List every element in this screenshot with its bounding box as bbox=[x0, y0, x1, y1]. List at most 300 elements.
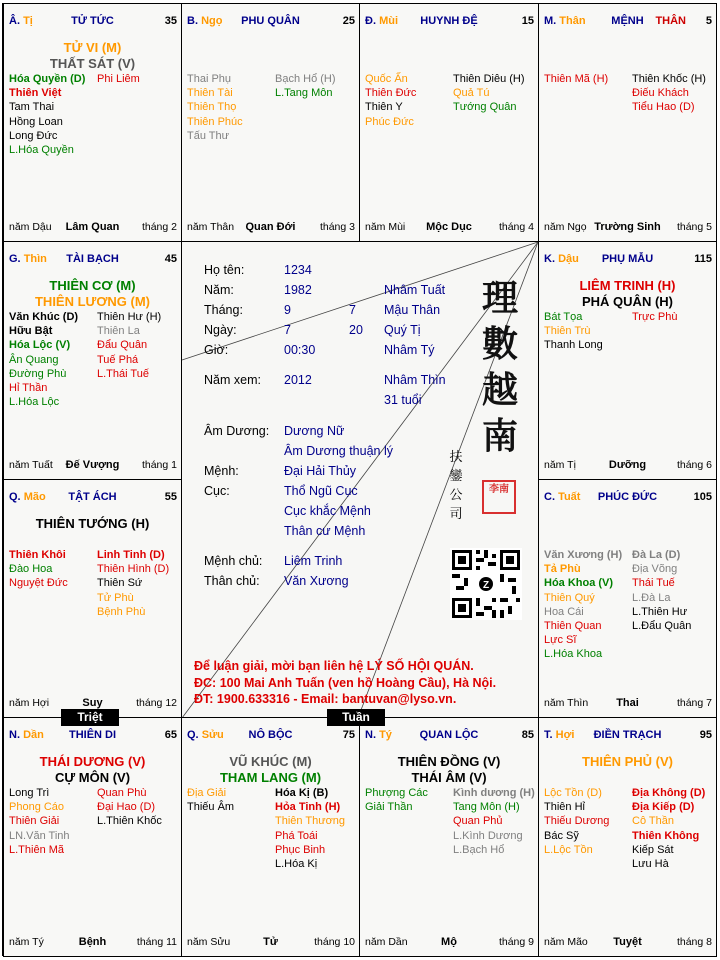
minor-star: Phúc Đức bbox=[365, 115, 414, 128]
minor-star: Thiên Quý bbox=[544, 591, 595, 604]
minor-star: Thiên Diêu (H) bbox=[453, 73, 525, 85]
minor-star: L.Hóa Quyền bbox=[9, 144, 74, 157]
minor-star: Thai Phụ bbox=[187, 73, 232, 85]
right-star-list bbox=[453, 786, 535, 857]
left-star-list bbox=[544, 548, 622, 662]
palace-cell-thin bbox=[3, 241, 182, 480]
branch-name: Thân bbox=[559, 15, 586, 27]
stem-code: N. bbox=[9, 729, 20, 741]
info-value: 1234 bbox=[284, 263, 312, 277]
minor-star: Thiếu Dương bbox=[544, 815, 610, 828]
palace-header bbox=[4, 480, 181, 502]
minor-star: L.Lộc Tồn bbox=[544, 843, 593, 856]
palace-header bbox=[539, 718, 716, 740]
palace-header bbox=[182, 4, 359, 26]
minor-star: Bác Sỹ bbox=[544, 829, 579, 842]
minor-star: Văn Khúc (D) bbox=[9, 311, 79, 323]
palace-footer bbox=[182, 936, 359, 950]
main-star: VŨ KHÚC (M) bbox=[229, 754, 312, 769]
minor-star: Hoa Cái bbox=[544, 605, 584, 618]
main-star: THIÊN ĐỒNG (V) bbox=[397, 754, 501, 769]
palace-age: 75 bbox=[342, 729, 355, 741]
palace-cell-than bbox=[538, 3, 717, 242]
branch-name: Tý bbox=[379, 729, 392, 741]
cuc-value: Thổ Ngũ Cục bbox=[284, 484, 358, 498]
palace-cell-tuat bbox=[538, 479, 717, 718]
right-star-list bbox=[97, 310, 161, 381]
minor-star: Tam Thai bbox=[9, 101, 55, 114]
stem-code: B. bbox=[187, 15, 198, 27]
than-chu-value: Văn Xương bbox=[284, 574, 349, 588]
minor-star: Tướng Quân bbox=[453, 101, 517, 114]
palace-footer bbox=[539, 697, 716, 711]
minor-star: Thiên Hư (H) bbox=[97, 311, 162, 323]
info-canchi: Mậu Thân bbox=[384, 303, 441, 317]
palace-name: TÀI BẠCH bbox=[66, 253, 119, 265]
minor-star: Thái Tuế bbox=[632, 577, 675, 590]
qr-code-icon[interactable] bbox=[450, 548, 522, 620]
minor-star: Linh Tinh (D) bbox=[97, 549, 165, 561]
than-tag: THÂN bbox=[655, 15, 686, 27]
palace-header bbox=[4, 242, 181, 264]
palace-header bbox=[360, 718, 538, 740]
minor-star: Thiên La bbox=[97, 325, 140, 338]
month-label: tháng 3 bbox=[319, 221, 355, 233]
minor-star: Long Trì bbox=[9, 787, 50, 799]
life-stage: Suy bbox=[82, 697, 103, 709]
info-canchi: Quý Tị bbox=[384, 323, 421, 337]
palace-header bbox=[539, 242, 716, 264]
minor-star: LN.Văn Tinh bbox=[9, 829, 70, 842]
month-label: tháng 10 bbox=[314, 936, 355, 948]
main-star: LIÊM TRINH (H) bbox=[579, 278, 676, 293]
minor-star: Tang Môn (H) bbox=[453, 801, 520, 814]
info-value: 2012 bbox=[284, 373, 312, 387]
tuan-badge: Tuần bbox=[327, 709, 385, 726]
branch-name: Tuất bbox=[558, 491, 581, 503]
year-label: năm Mão bbox=[544, 936, 588, 948]
main-star: TỬ VI (M) bbox=[63, 40, 122, 55]
stem-code: C. bbox=[544, 491, 555, 503]
palace-name: TẬT ÁCH bbox=[68, 491, 117, 503]
life-stage: Quan Đới bbox=[245, 221, 296, 233]
minor-star: Phượng Các bbox=[365, 787, 428, 799]
minor-star: Văn Xương (H) bbox=[544, 549, 623, 561]
palace-cell-ngo bbox=[181, 3, 360, 242]
minor-star: L.Đà La bbox=[632, 591, 671, 604]
minor-star: Tử Phù bbox=[97, 591, 134, 604]
palace-cell-dau bbox=[538, 241, 717, 480]
minor-star: Thiên Đức bbox=[365, 87, 417, 100]
minor-star: Đẩu Quân bbox=[97, 339, 148, 352]
minor-star: Thiếu Âm bbox=[187, 801, 235, 814]
minor-star: Thiên Giải bbox=[9, 815, 60, 828]
right-star-list bbox=[453, 72, 525, 115]
branch-name: Hợi bbox=[555, 729, 575, 741]
left-star-list bbox=[544, 310, 603, 353]
palace-name: HUYNH ĐỆ bbox=[420, 15, 478, 27]
main-star: THIÊN PHỦ (V) bbox=[582, 754, 673, 769]
minor-star: L.Đẩu Quân bbox=[632, 620, 692, 633]
stem-code: K. bbox=[544, 253, 555, 265]
minor-star: Hóa Kị (B) bbox=[275, 787, 329, 799]
minor-star: Thiên Hỉ bbox=[544, 801, 585, 814]
palace-name: PHÚC ĐỨC bbox=[597, 491, 658, 503]
minor-star: Tấu Thư bbox=[187, 129, 230, 142]
life-stage: Bệnh bbox=[78, 936, 107, 948]
triet-badge: Triệt bbox=[61, 709, 119, 726]
minor-star: Đà La (D) bbox=[632, 549, 681, 561]
palace-age: 105 bbox=[693, 491, 712, 503]
main-star: THÁI ÂM (V) bbox=[411, 770, 487, 785]
minor-star: Tả Phù bbox=[544, 563, 581, 576]
main-star: THIÊN TƯỚNG (H) bbox=[35, 516, 150, 531]
palace-cell-mui bbox=[359, 3, 539, 242]
year-label: năm Ngọ bbox=[544, 221, 587, 233]
minor-star: Phi Liêm bbox=[97, 73, 140, 85]
info-lunar: 7 bbox=[349, 303, 356, 317]
palace-footer bbox=[539, 459, 716, 473]
info-value: 1982 bbox=[284, 283, 312, 297]
right-star-list bbox=[275, 786, 345, 871]
year-label: năm Thân bbox=[187, 221, 235, 233]
info-canchi: Nhâm Thìn bbox=[384, 373, 446, 387]
branch-name: Thìn bbox=[23, 253, 47, 265]
info-label: Năm xem: bbox=[204, 373, 261, 387]
calligraphy-small-char: 公 bbox=[449, 488, 463, 503]
calligraphy-char: 南 bbox=[481, 415, 518, 457]
info-label: Họ tên: bbox=[204, 263, 245, 277]
minor-star: Quan Phủ bbox=[453, 815, 503, 828]
palace-age: 65 bbox=[164, 729, 177, 741]
minor-star: Phong Cáo bbox=[9, 801, 65, 814]
minor-star: Thiên Khôi bbox=[9, 549, 66, 561]
right-star-list bbox=[632, 310, 677, 324]
menh-chu-label: Mệnh chủ: bbox=[204, 554, 263, 568]
month-label: tháng 7 bbox=[676, 697, 712, 709]
palace-age: 95 bbox=[699, 729, 712, 741]
palace-age: 35 bbox=[164, 15, 177, 27]
info-label: Tháng: bbox=[204, 303, 243, 317]
contact-line-2: ĐC: 100 Mai Anh Tuấn (ven hồ Hoàng Cầu), Hà Nội. bbox=[194, 676, 497, 690]
main-star: THÁI DƯƠNG (V) bbox=[39, 754, 146, 769]
branch-name: Dậu bbox=[558, 253, 579, 265]
minor-star: Thiên Mã (H) bbox=[544, 73, 609, 85]
life-stage: Đế Vượng bbox=[65, 459, 120, 471]
minor-star: Lưu Hà bbox=[632, 858, 669, 871]
minor-star: Quả Tú bbox=[453, 87, 490, 100]
branch-name: Sửu bbox=[201, 729, 224, 741]
minor-star: Thiên Quan bbox=[544, 620, 602, 633]
cuc-label: Cục: bbox=[204, 484, 230, 498]
palace-footer bbox=[4, 936, 181, 950]
life-stage: Mộc Dục bbox=[426, 221, 472, 233]
life-stage: Tuyệt bbox=[613, 936, 642, 948]
right-star-list bbox=[275, 72, 336, 100]
minor-star: Thiên Khốc (H) bbox=[632, 73, 706, 85]
minor-star: Hóa Quyền (D) bbox=[9, 73, 86, 85]
calligraphy-char: 越 bbox=[481, 369, 518, 411]
palace-age: 15 bbox=[521, 15, 534, 27]
month-label: tháng 6 bbox=[676, 459, 712, 471]
minor-star: Thanh Long bbox=[544, 339, 603, 352]
palace-age: 45 bbox=[164, 253, 177, 265]
minor-star: Hỏa Tinh (H) bbox=[275, 801, 341, 814]
minor-star: Địa Giải bbox=[187, 787, 227, 799]
minor-star: L.Hóa Lộc bbox=[9, 396, 60, 409]
left-star-list bbox=[9, 548, 68, 591]
stem-code: N. bbox=[365, 729, 376, 741]
palace-cell-hoi bbox=[538, 717, 717, 957]
contact-line-3: ĐT: 1900.633316 - Email: bantuvan@lyso.vn. bbox=[194, 692, 457, 706]
palace-name: QUAN LỘC bbox=[419, 729, 479, 741]
minor-star: Địa Võng bbox=[632, 563, 678, 576]
minor-star: Ân Quang bbox=[9, 353, 59, 366]
stem-code: Đ. bbox=[365, 15, 376, 27]
minor-star: L.Thiên Hư bbox=[632, 605, 688, 618]
minor-star: Nguyệt Đức bbox=[9, 577, 68, 590]
palace-age: 25 bbox=[342, 15, 355, 27]
minor-star: Quan Phù bbox=[97, 787, 147, 799]
palace-cell-ti bbox=[359, 717, 539, 957]
palace-header bbox=[539, 4, 716, 26]
right-star-list bbox=[97, 72, 140, 86]
left-star-list bbox=[187, 72, 243, 143]
branch-name: Dần bbox=[23, 729, 44, 741]
calligraphy-subtitle bbox=[446, 448, 466, 524]
calligraphy-small-char: 扶 bbox=[449, 450, 463, 465]
main-star: PHÁ QUÂN (H) bbox=[582, 294, 673, 309]
minor-star: L.Hóa Khoa bbox=[544, 648, 603, 661]
year-label: năm Sửu bbox=[187, 936, 231, 948]
stem-code: M. bbox=[544, 15, 557, 27]
am-duong-value: Dương Nữ bbox=[284, 424, 345, 438]
contact-line-1: Để luận giải, mời bạn liên hệ LÝ SỐ HỘI QUÁN. bbox=[194, 659, 474, 673]
year-label: năm Dần bbox=[365, 936, 408, 948]
main-star: THẤT SÁT (V) bbox=[49, 56, 136, 71]
palace-footer bbox=[182, 221, 359, 235]
minor-star: L.Tang Môn bbox=[275, 87, 333, 100]
main-star: THIÊN CƠ (M) bbox=[49, 278, 136, 293]
info-canchi: Nhâm Tý bbox=[384, 343, 435, 357]
calligraphy-char: 數 bbox=[481, 323, 518, 365]
month-label: tháng 11 bbox=[136, 936, 177, 948]
minor-star: Tuế Phá bbox=[97, 353, 139, 366]
palace-cell-suu bbox=[181, 717, 360, 957]
info-value: 00:30 bbox=[284, 343, 316, 357]
month-label: tháng 8 bbox=[676, 936, 712, 948]
palace-name: ĐIỀN TRẠCH bbox=[593, 729, 662, 741]
minor-star: L.Kình Dương bbox=[453, 829, 523, 842]
minor-star: Hữu Bật bbox=[9, 325, 53, 338]
minor-star: Địa Kiếp (D) bbox=[632, 801, 695, 814]
minor-star: Cô Thần bbox=[632, 815, 674, 828]
left-star-list bbox=[187, 786, 234, 814]
calligraphy-char: 理 bbox=[481, 277, 518, 319]
minor-star: Kình dương (H) bbox=[453, 787, 535, 799]
minor-star: Lộc Tồn (D) bbox=[544, 787, 602, 799]
minor-star: Đào Hoa bbox=[9, 563, 53, 576]
minor-star: Thiên Tài bbox=[187, 87, 233, 100]
left-star-list bbox=[9, 72, 85, 157]
left-star-list bbox=[9, 786, 70, 857]
am-duong-label: Âm Dương: bbox=[204, 424, 270, 438]
palace-age: 115 bbox=[694, 253, 712, 265]
branch-name: Mão bbox=[23, 491, 46, 503]
calligraphy-small-char: 司 bbox=[449, 507, 463, 522]
month-label: tháng 4 bbox=[498, 221, 534, 233]
minor-star: Thiên Thọ bbox=[187, 101, 237, 114]
palace-age: 5 bbox=[705, 15, 712, 27]
minor-star: Đại Hao (D) bbox=[97, 801, 156, 814]
stem-code: T. bbox=[544, 729, 553, 741]
than-chu-label: Thân chủ: bbox=[204, 574, 260, 588]
minor-star: Thiên Phúc bbox=[187, 115, 243, 128]
minor-star: Tiểu Hao (D) bbox=[632, 101, 695, 114]
minor-star: Hóa Lộc (V) bbox=[9, 339, 71, 352]
cuc-relation: Cục khắc Mệnh bbox=[284, 504, 371, 518]
palace-header bbox=[539, 480, 716, 502]
year-label: năm Hợi bbox=[9, 697, 50, 709]
minor-star: Thiên Y bbox=[365, 101, 403, 114]
right-star-list bbox=[632, 786, 705, 871]
minor-star: Trực Phù bbox=[632, 311, 678, 323]
palace-footer bbox=[539, 936, 716, 950]
minor-star: Địa Không (D) bbox=[632, 787, 706, 799]
menh-label: Mệnh: bbox=[204, 464, 239, 478]
minor-star: Long Đức bbox=[9, 129, 58, 142]
main-star: THIÊN LƯƠNG (M) bbox=[34, 294, 151, 309]
svg-text:Z: Z bbox=[482, 580, 490, 591]
palace-footer bbox=[360, 221, 538, 235]
minor-star: L.Thái Tuế bbox=[97, 367, 149, 380]
month-label: tháng 2 bbox=[141, 221, 177, 233]
palace-age: 85 bbox=[521, 729, 534, 741]
stem-code: Q. bbox=[187, 729, 199, 741]
month-label: tháng 1 bbox=[141, 459, 177, 471]
minor-star: L.Thiên Mã bbox=[9, 843, 65, 856]
life-stage: Dưỡng bbox=[608, 459, 647, 471]
than-position: Thân cư Mệnh bbox=[284, 524, 366, 538]
minor-star: Thiên Thương bbox=[275, 815, 346, 828]
palace-age: 55 bbox=[164, 491, 177, 503]
minor-star: Thiên Không bbox=[632, 829, 700, 842]
year-label: năm Mùi bbox=[365, 221, 406, 233]
minor-star: Đường Phù bbox=[9, 367, 67, 380]
minor-star: Hỉ Thần bbox=[9, 382, 48, 395]
palace-cell-dan bbox=[3, 717, 182, 957]
am-duong-note: Âm Dương thuận lý bbox=[284, 444, 393, 458]
minor-star: Thiên Sứ bbox=[97, 577, 143, 590]
minor-star: Hóa Khoa (V) bbox=[544, 577, 614, 590]
right-star-list bbox=[632, 72, 706, 115]
branch-name: Ngọ bbox=[201, 15, 223, 27]
palace-name: PHU QUÂN bbox=[241, 15, 300, 27]
left-star-list bbox=[365, 72, 416, 129]
minor-star: Quốc Ấn bbox=[365, 73, 408, 85]
minor-star: Hồng Loan bbox=[9, 115, 63, 128]
info-label: Năm: bbox=[204, 283, 234, 297]
month-label: tháng 9 bbox=[498, 936, 534, 948]
palace-footer bbox=[539, 221, 716, 235]
palace-name: THIÊN DI bbox=[68, 729, 117, 741]
minor-star: Phá Toái bbox=[275, 829, 318, 842]
info-label: Giờ: bbox=[204, 343, 229, 357]
info-canchi: Nhâm Tuất bbox=[384, 283, 446, 297]
left-star-list bbox=[544, 72, 608, 86]
minor-star: Bát Tọa bbox=[544, 311, 583, 323]
life-stage: Thai bbox=[616, 697, 639, 709]
palace-footer bbox=[4, 221, 181, 235]
minor-star: Kiếp Sát bbox=[632, 843, 674, 856]
right-star-list bbox=[97, 786, 162, 829]
stem-code: Â. bbox=[9, 15, 20, 27]
life-stage: Lâm Quan bbox=[65, 221, 120, 233]
info-lunar: 20 bbox=[349, 323, 363, 337]
year-label: năm Tý bbox=[9, 936, 44, 948]
calligraphy-small-char: 鑾 bbox=[449, 469, 463, 484]
stem-code: G. bbox=[9, 253, 21, 265]
menh-chu-value: Liêm Trinh bbox=[284, 554, 343, 568]
minor-star: Bạch Hổ (H) bbox=[275, 73, 336, 85]
minor-star: Điếu Khách bbox=[632, 87, 689, 100]
palace-name: TỬ TỨC bbox=[71, 15, 114, 27]
year-label: năm Thìn bbox=[544, 697, 589, 709]
minor-star: Lực Sĩ bbox=[544, 634, 577, 647]
minor-star: Bệnh Phù bbox=[97, 605, 146, 618]
calligraphy-title bbox=[470, 275, 530, 459]
year-label: năm Tuất bbox=[9, 459, 53, 471]
palace-header bbox=[360, 4, 538, 26]
left-star-list bbox=[365, 786, 428, 814]
life-stage: Mộ bbox=[441, 936, 457, 948]
branch-name: Tị bbox=[23, 15, 33, 27]
palace-footer bbox=[360, 936, 538, 950]
stem-code: Q. bbox=[9, 491, 21, 503]
right-star-list bbox=[97, 548, 169, 619]
palace-cell-ty bbox=[3, 3, 182, 242]
main-star: THAM LANG (M) bbox=[219, 770, 322, 785]
minor-star: L.Thiên Khốc bbox=[97, 815, 162, 828]
year-label: năm Tị bbox=[544, 459, 576, 471]
info-label: Ngày: bbox=[204, 323, 237, 337]
info-value: 7 bbox=[284, 323, 291, 337]
life-stage: Tử bbox=[263, 936, 278, 948]
palace-header bbox=[4, 4, 181, 26]
branch-name: Mùi bbox=[379, 15, 399, 27]
palace-name: MỆNH bbox=[611, 15, 644, 27]
info-canchi: 31 tuổi bbox=[384, 393, 422, 407]
minor-star: L.Hóa Kị bbox=[275, 858, 318, 871]
minor-star: Giải Thần bbox=[365, 801, 413, 814]
minor-star: Phục Binh bbox=[275, 843, 326, 856]
palace-name: NÔ BỘC bbox=[248, 729, 293, 741]
minor-star: Thiên Trù bbox=[544, 325, 591, 338]
minor-star: L.Bạch Hổ bbox=[453, 843, 505, 856]
right-star-list bbox=[632, 548, 691, 633]
palace-name: PHỤ MẪU bbox=[601, 253, 654, 265]
year-label: năm Dậu bbox=[9, 221, 52, 233]
red-seal-stamp: 李南 bbox=[482, 480, 516, 514]
month-label: tháng 5 bbox=[676, 221, 712, 233]
main-star: CỰ MÔN (V) bbox=[54, 770, 131, 785]
left-star-list bbox=[9, 310, 78, 409]
left-star-list bbox=[544, 786, 609, 857]
palace-footer bbox=[4, 459, 181, 473]
life-stage: Trường Sinh bbox=[594, 221, 661, 233]
palace-cell-mao bbox=[3, 479, 182, 718]
info-value: 9 bbox=[284, 303, 291, 317]
